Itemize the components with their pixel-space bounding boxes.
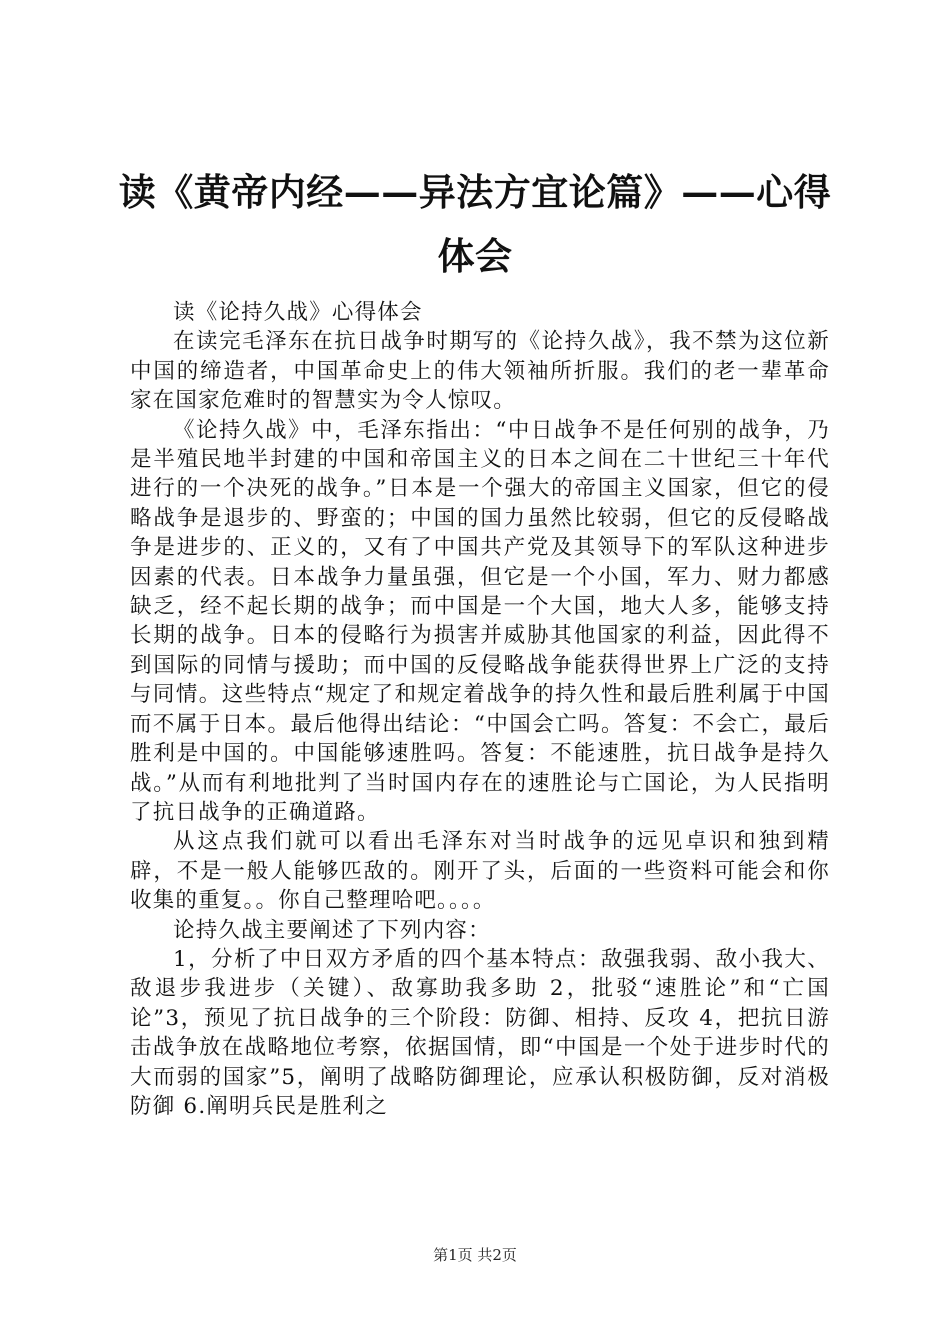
page-number-footer: 第1页 共2页 bbox=[433, 1246, 517, 1264]
paragraph-intro: 在读完毛泽东在抗日战争时期写的《论持久战》，我不禁为这位新中国的缔造者，中国革命史上的伟大领袖所折服。我们的老一辈革命家在国家危难时的智慧实为令人惊叹。 bbox=[130, 329, 830, 414]
paragraph-contents-heading: 论持久战主要阐述了下列内容： bbox=[173, 917, 491, 943]
paragraph-analysis: 《论持久战》中，毛泽东指出：“中日战争不是任何别的战争，乃是半殖民地半封建的中国和帝国主义的日本之间在二十世纪三十年代进行的一个决死的战争。”日本是一个强大的帝国主义国家，但它的侵略战争是退步的、野蛮的；中国的国力虽然比较弱，但它的反侵略战争是进步的、正义的，又有了中国共产党及其领导下的军队这种进步因素的代表。日本战争力量虽强，但它是一个小国，军力、财力都感缺乏，经不起长期的战争；而中国是一个大国，地大人多，能够支持长期的战争。日本的侵略行为损害并威胁其他国家的利益，因此得不到国际的同情与援助；而中国的反侵略战争能获得世界上广泛的支持与同情。这些特点“规定了和规定着战争的持久性和最后胜利属于中国而不属于日本。最后他得出结论：“中国会亡吗。答复：不会亡，最后胜利是中国的。中国能够速胜吗。答复：不能速胜，抗日战争是持久战。”从而有利地批判了当时国内存在的速胜论与亡国论，为人民指明了抗日战争的正确道路。 bbox=[130, 417, 830, 825]
paragraph-insight: 从这点我们就可以看出毛泽东对当时战争的远见卓识和独到精辟，不是一般人能够匹敌的。刚开了头，后面的一些资料可能会和你收集的重复。。你自己整理哈吧。。。。 bbox=[130, 829, 830, 914]
document-title: 读《黄帝内经——异法方宜论篇》——心得体会 bbox=[118, 170, 832, 278]
paragraph-subtitle: 读《论持久战》心得体会 bbox=[173, 300, 423, 325]
document-body bbox=[130, 298, 830, 1121]
paragraph-contents-list: 1，分析了中日双方矛盾的四个基本特点：敌强我弱、敌小我大、敌退步我进步（关键）、敌寡助我多助 2，批驳“速胜论”和“亡国论”3，预见了抗日战争的三个阶段：防御、相持、反攻 4，把抗日游击战争放在战略地位考察，依据国情，即“中国是一个处于进步时代的大而弱的国家”5，阐明了战略防御理论，应承认积极防御，反对消极防御 6.阐明兵民是胜利之 bbox=[130, 946, 830, 1119]
